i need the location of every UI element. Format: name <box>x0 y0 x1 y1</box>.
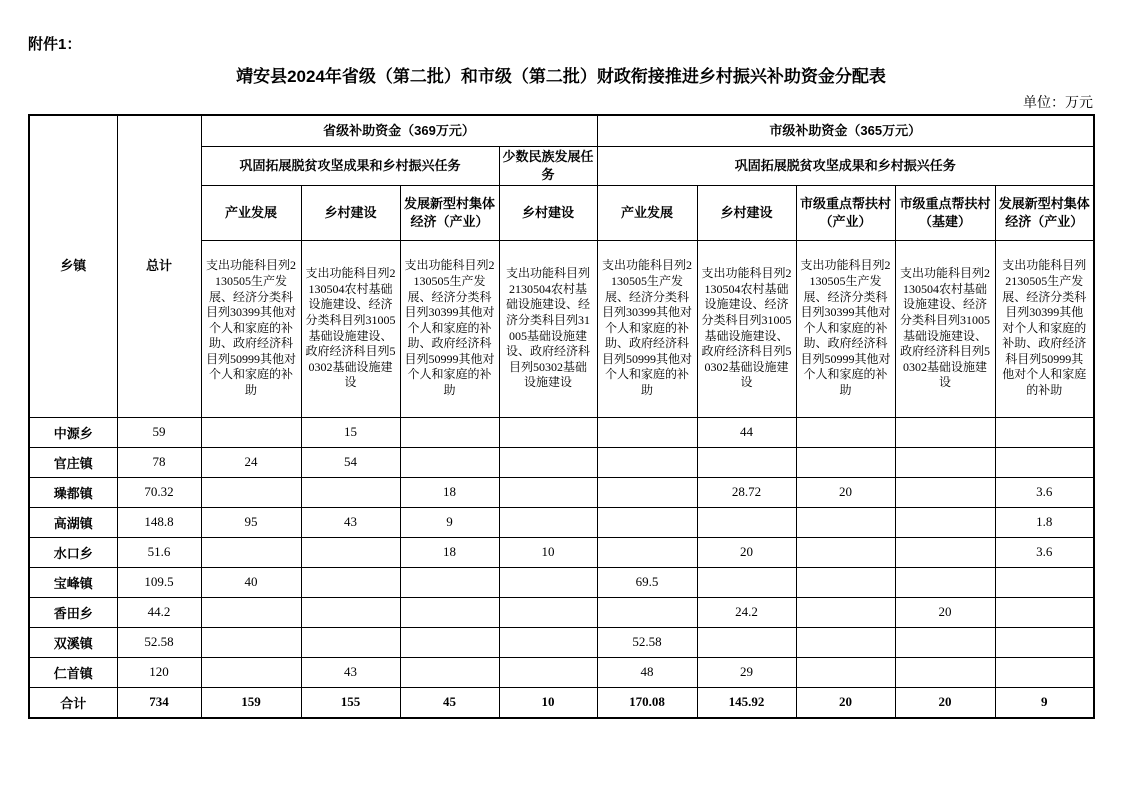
grand-total-label: 合计 <box>29 687 117 718</box>
township-cell: 双溪镇 <box>29 627 117 657</box>
table-row <box>29 657 1094 687</box>
value-cell: 45 <box>400 687 499 718</box>
value-cell <box>597 447 697 477</box>
value-cell <box>499 507 597 537</box>
value-cell <box>995 657 1094 687</box>
value-cell <box>499 417 597 447</box>
value-cell <box>697 507 796 537</box>
value-cell <box>499 447 597 477</box>
value-cell <box>895 657 995 687</box>
value-cell <box>697 447 796 477</box>
value-cell <box>796 417 895 447</box>
subgroup-header-provincial-consolidation: 巩固拓展脱贫攻坚成果和乡村振兴任务 <box>201 146 499 185</box>
value-cell <box>895 507 995 537</box>
value-cell <box>499 597 597 627</box>
column-budget-code-description: 支出功能科目列2130505生产发展、经济分类科目列30399其他对个人和家庭的补助、政府经济科目列50999其他对个人和家庭的补助 <box>796 240 895 417</box>
value-cell: 54 <box>301 447 400 477</box>
column-budget-code-description: 支出功能科目列2130504农村基础设施建设、经济分类科目列31005基础设施建设、政府经济科目列50302基础设施建设 <box>301 240 400 417</box>
value-cell <box>301 627 400 657</box>
township-cell: 仁首镇 <box>29 657 117 687</box>
value-cell: 24 <box>201 447 301 477</box>
total-cell: 59 <box>117 417 201 447</box>
value-cell <box>796 567 895 597</box>
column-budget-code-description: 支出功能科目列2130504农村基础设施建设、经济分类科目列31005基础设施建设、政府经济科目列50302基础设施建设 <box>697 240 796 417</box>
value-cell <box>499 657 597 687</box>
column-budget-code-description: 支出功能科目列2130505生产发展、经济分类科目列30399其他对个人和家庭的补助、政府经济科目列50999其他对个人和家庭的补助 <box>597 240 697 417</box>
value-cell: 48 <box>597 657 697 687</box>
total-cell: 51.6 <box>117 537 201 567</box>
township-cell: 中源乡 <box>29 417 117 447</box>
value-cell: 3.6 <box>995 477 1094 507</box>
value-cell <box>895 477 995 507</box>
value-cell: 29 <box>697 657 796 687</box>
value-cell <box>995 567 1094 597</box>
value-cell: 10 <box>499 687 597 718</box>
value-cell <box>201 417 301 447</box>
value-cell <box>796 627 895 657</box>
value-cell: 95 <box>201 507 301 537</box>
table-row <box>29 627 1094 657</box>
page-title: 靖安县2024年省级（第二批）和市级（第二批）财政衔接推进乡村振兴补助资金分配表 <box>236 67 886 86</box>
value-cell <box>301 597 400 627</box>
column-header: 产业发展 <box>597 185 697 240</box>
value-cell: 20 <box>697 537 796 567</box>
value-cell <box>995 447 1094 477</box>
township-cell: 高湖镇 <box>29 507 117 537</box>
column-header: 产业发展 <box>201 185 301 240</box>
value-cell: 18 <box>400 477 499 507</box>
total-cell: 44.2 <box>117 597 201 627</box>
township-cell: 璪都镇 <box>29 477 117 507</box>
value-cell <box>597 537 697 567</box>
column-header: 发展新型村集体经济（产业） <box>400 185 499 240</box>
subgroup-header-minority-development: 少数民族发展任务 <box>499 146 597 185</box>
value-cell <box>301 477 400 507</box>
corner-total-header: 总计 <box>117 115 201 417</box>
value-cell <box>895 567 995 597</box>
value-cell <box>995 597 1094 627</box>
grand-total-row <box>29 687 1094 718</box>
column-header: 乡村建设 <box>697 185 796 240</box>
corner-township-header: 乡镇 <box>29 115 117 417</box>
value-cell <box>895 447 995 477</box>
value-cell <box>400 567 499 597</box>
total-cell: 109.5 <box>117 567 201 597</box>
value-cell <box>597 507 697 537</box>
subgroup-header-municipal-consolidation: 巩固拓展脱贫攻坚成果和乡村振兴任务 <box>597 146 1094 185</box>
allocation-table <box>28 114 1095 719</box>
value-cell <box>400 417 499 447</box>
total-cell: 52.58 <box>117 627 201 657</box>
grand-total-cell: 734 <box>117 687 201 718</box>
value-cell <box>895 627 995 657</box>
value-cell: 44 <box>697 417 796 447</box>
value-cell <box>796 507 895 537</box>
group-header-municipal: 市级补助资金（365万元） <box>597 115 1094 146</box>
value-cell <box>400 597 499 627</box>
table-row <box>29 507 1094 537</box>
value-cell: 40 <box>201 567 301 597</box>
value-cell: 20 <box>895 597 995 627</box>
value-cell: 155 <box>301 687 400 718</box>
value-cell: 20 <box>796 687 895 718</box>
value-cell: 52.58 <box>597 627 697 657</box>
value-cell: 18 <box>400 537 499 567</box>
value-cell <box>301 567 400 597</box>
value-cell: 1.8 <box>995 507 1094 537</box>
column-budget-code-description: 支出功能科目列2130505生产发展、经济分类科目列30399其他对个人和家庭的补助、政府经济科目列50999其他对个人和家庭的补助 <box>201 240 301 417</box>
column-budget-code-description: 支出功能科目列2130505生产发展、经济分类科目列30399其他对个人和家庭的补助、政府经济科目列50999其他对个人和家庭的补助 <box>995 240 1094 417</box>
value-cell: 145.92 <box>697 687 796 718</box>
value-cell <box>895 417 995 447</box>
value-cell <box>597 477 697 507</box>
value-cell <box>400 657 499 687</box>
value-cell <box>895 537 995 567</box>
value-cell <box>995 627 1094 657</box>
total-cell: 120 <box>117 657 201 687</box>
attachment-label: 附件1： <box>28 36 82 53</box>
column-header: 乡村建设 <box>499 185 597 240</box>
value-cell <box>400 627 499 657</box>
column-header: 发展新型村集体经济（产业） <box>995 185 1094 240</box>
column-header: 市级重点帮扶村（基建） <box>895 185 995 240</box>
value-cell <box>201 627 301 657</box>
value-cell: 20 <box>796 477 895 507</box>
value-cell <box>201 537 301 567</box>
value-cell: 15 <box>301 417 400 447</box>
value-cell <box>499 567 597 597</box>
group-header-provincial: 省级补助资金（369万元） <box>201 115 597 146</box>
value-cell: 159 <box>201 687 301 718</box>
value-cell <box>201 597 301 627</box>
table-row <box>29 417 1094 447</box>
value-cell <box>995 417 1094 447</box>
township-cell: 水口乡 <box>29 537 117 567</box>
value-cell <box>796 447 895 477</box>
value-cell: 28.72 <box>697 477 796 507</box>
value-cell: 43 <box>301 507 400 537</box>
value-cell <box>400 447 499 477</box>
value-cell: 24.2 <box>697 597 796 627</box>
total-cell: 78 <box>117 447 201 477</box>
township-cell: 香田乡 <box>29 597 117 627</box>
value-cell <box>301 537 400 567</box>
value-cell <box>499 627 597 657</box>
table-row <box>29 597 1094 627</box>
table-row <box>29 537 1094 567</box>
value-cell: 3.6 <box>995 537 1094 567</box>
column-header: 乡村建设 <box>301 185 400 240</box>
table-row <box>29 477 1094 507</box>
total-cell: 70.32 <box>117 477 201 507</box>
value-cell <box>201 657 301 687</box>
value-cell: 170.08 <box>597 687 697 718</box>
township-cell: 宝峰镇 <box>29 567 117 597</box>
total-cell: 148.8 <box>117 507 201 537</box>
value-cell: 43 <box>301 657 400 687</box>
value-cell <box>597 597 697 627</box>
value-cell <box>201 477 301 507</box>
value-cell <box>796 657 895 687</box>
column-budget-code-description: 支出功能科目列2130505生产发展、经济分类科目列30399其他对个人和家庭的补助、政府经济科目列50999其他对个人和家庭的补助 <box>400 240 499 417</box>
value-cell: 20 <box>895 687 995 718</box>
value-cell <box>796 537 895 567</box>
value-cell: 10 <box>499 537 597 567</box>
value-cell <box>796 597 895 627</box>
table-row <box>29 567 1094 597</box>
value-cell <box>697 627 796 657</box>
column-budget-code-description: 支出功能科目列2130504农村基础设施建设、经济分类科目列31005基础设施建设、政府经济科目列50302基础设施建设 <box>895 240 995 417</box>
value-cell <box>597 417 697 447</box>
township-cell: 官庄镇 <box>29 447 117 477</box>
unit-note: 单位：万元 <box>1023 96 1093 111</box>
column-header: 市级重点帮扶村（产业） <box>796 185 895 240</box>
value-cell: 9 <box>400 507 499 537</box>
column-budget-code-description: 支出功能科目列2130504农村基础设施建设、经济分类科目列31005基础设施建设、政府经济科目列50302基础设施建设 <box>499 240 597 417</box>
value-cell <box>697 567 796 597</box>
value-cell <box>499 477 597 507</box>
table-row <box>29 447 1094 477</box>
value-cell: 69.5 <box>597 567 697 597</box>
value-cell: 9 <box>995 687 1094 718</box>
